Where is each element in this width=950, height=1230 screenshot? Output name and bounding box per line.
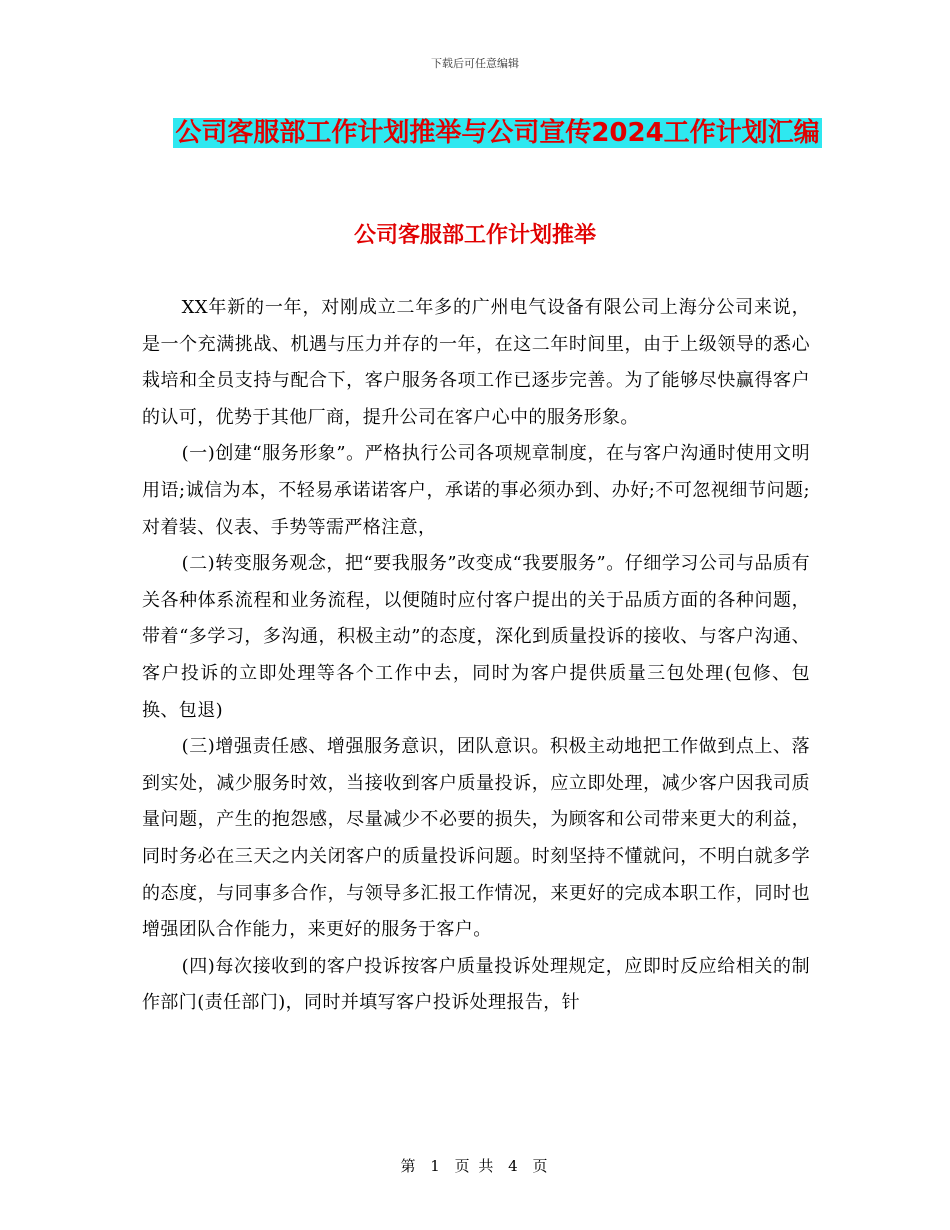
header-note: 下载后可任意编辑 [431, 57, 519, 70]
body-text [142, 290, 810, 1022]
document-title [140, 110, 855, 157]
document-title-text: 公司客服部工作计划推举与公司宣传2024工作计划汇编 [175, 118, 820, 148]
page-footer [0, 1155, 950, 1176]
footer-prefix: 第 [400, 1157, 418, 1175]
footer-total-pages: 4 [508, 1157, 520, 1175]
footer-page-number: 1 [430, 1157, 442, 1175]
paragraph-item-3: (三)增强责任感、增强服务意识，团队意识。积极主动地把工作做到点上、落到实处，减少服务时效，当接收到客户质量投诉，应立即处理，减少客户因我司质量问题，产生的抱怨感，尽量减少不必要的损失，为顾客和公司带来更大的利益，同时务必在三天之内关闭客户的质量投诉问题。时刻坚持不懂就问，不明白就多学的态度，与同事多合作，与领导多汇报工作情况，来更好的完成本职工作，同时也增强团队合作能力，来更好的服务于客户。 [142, 736, 810, 941]
paragraph-item-2: (二)转变服务观念，把“要我服务”改变成“我要服务”。仔细学习公司与品质有关各种体系流程和业务流程，以便随时应付客户提出的关于品质方面的各种问题，带着“多学习，多沟通，积极主动”的态度，深化到质量投诉的接收、与客户沟通、客户投诉的立即处理等各个工作中去，同时为客户提供质量三包处理(包修、包换、包退) [142, 553, 810, 721]
paragraph-item-4: (四)每次接收到的客户投诉按客户质量投诉处理规定，应即时反应给相关的制作部门(责任部门)，同时并填写客户投诉处理报告，针 [142, 955, 810, 1014]
section-title: 公司客服部工作计划推举 [353, 223, 596, 248]
paragraph-intro: XX年新的一年，对刚成立二年多的广州电气设备有限公司上海分公司来说，是一个充满挑战、机遇与压力并存的一年，在这二年时间里，由于上级领导的悉心栽培和全员支持与配合下，客户服务各项工作已逐步完善。为了能够尽快赢得客户的认可，优势于其他厂商，提升公司在客户心中的服务形象。 [142, 297, 810, 428]
paragraph-item-1: (一)创建“服务形象”。严格执行公司各项规章制度，在与客户沟通时使用文明用语;诚信为本，不轻易承诺诺客户，承诺的事必须办到、办好;不可忽视细节问题;对着装、仪表、手势等需严格注意， [142, 443, 810, 538]
footer-suffix: 页 [532, 1157, 550, 1175]
footer-middle: 页 共 [454, 1157, 496, 1175]
